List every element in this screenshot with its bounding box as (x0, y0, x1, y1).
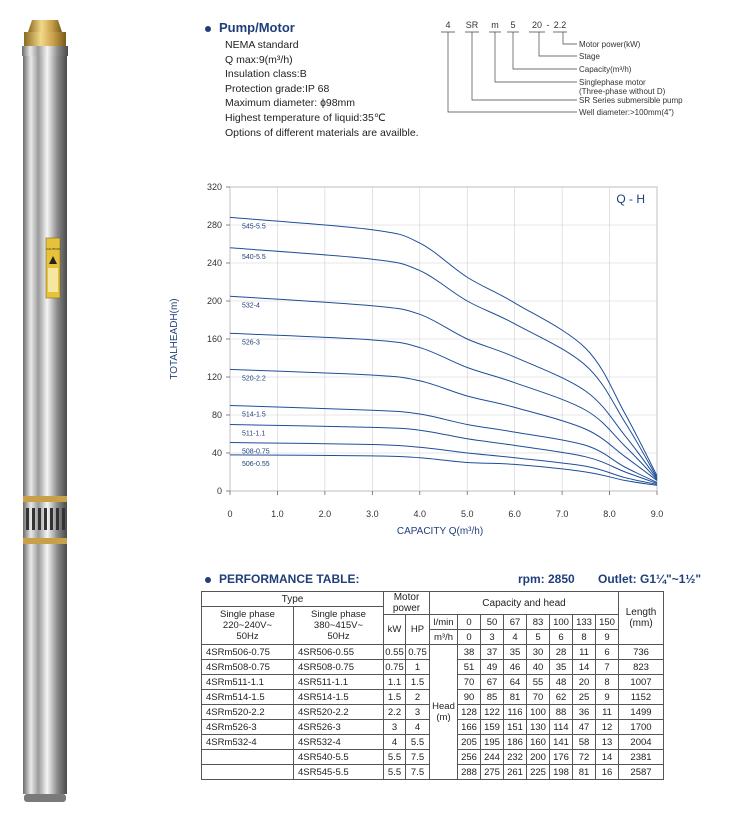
length-value: 736 (619, 645, 664, 660)
model-code-diagram (435, 14, 730, 124)
hp-value: 3 (406, 705, 430, 720)
head-value: 28 (550, 645, 573, 660)
model-single-380: 4SR532-4 (294, 735, 384, 750)
head-value: 36 (573, 705, 596, 720)
head-value: 70 (527, 690, 550, 705)
length-value: 1007 (619, 675, 664, 690)
head-value: 51 (458, 660, 481, 675)
head-value: 6 (596, 645, 619, 660)
model-single-220: 4SRm526-3 (202, 720, 294, 735)
code-desc: (Three-phase without D) (579, 87, 666, 96)
head-value: 128 (458, 705, 481, 720)
hp-value: 7.5 (406, 765, 430, 780)
model-single-220: 4SRm532-4 (202, 735, 294, 750)
m3h-value: 3 (481, 630, 504, 645)
code-part: - (546, 20, 550, 30)
model-single-380: 4SR520-2.2 (294, 705, 384, 720)
x-tick-label: 2.0 (318, 509, 332, 519)
head-value: 275 (481, 765, 504, 780)
head-value: 67 (481, 675, 504, 690)
curve-label: 506-0.55 (242, 460, 270, 468)
head-value: 90 (458, 690, 481, 705)
head-value: 130 (527, 720, 550, 735)
head-value: 81 (573, 765, 596, 780)
head-value: 55 (527, 675, 550, 690)
head-value: 25 (573, 690, 596, 705)
length-value: 823 (619, 660, 664, 675)
lmin-value: 100 (550, 615, 573, 630)
x-tick-label: 9.0 (650, 509, 664, 519)
y-tick-label: 240 (206, 258, 222, 268)
spec-line: Q max:9(m³/h) (225, 53, 293, 66)
model-single-380: 4SR540-5.5 (294, 750, 384, 765)
x-tick-label: 4.0 (413, 509, 427, 519)
head-value: 160 (527, 735, 550, 750)
head-value: 14 (573, 660, 596, 675)
curve-label: 520-2.2 (242, 375, 266, 383)
spec-line: NEMA standard (225, 39, 299, 51)
kw-value: 4 (384, 735, 406, 750)
code-part: SR (465, 20, 479, 30)
head-value: 225 (527, 765, 550, 780)
kw-value: 2.2 (384, 705, 406, 720)
head-value: 116 (504, 705, 527, 720)
head-value: 7 (596, 660, 619, 675)
y-axis-label: TOTALHEADH(m) (169, 298, 180, 380)
code-desc: Motor power(kW) (579, 40, 641, 49)
y-tick-label: 0 (216, 486, 222, 496)
head-value: 81 (504, 690, 527, 705)
outlet-text: Outlet: G1¼"~1½" (598, 572, 702, 586)
head-value: 186 (504, 735, 527, 750)
curve-label: 545-5.5 (242, 223, 266, 231)
table-row (202, 645, 664, 660)
hp-value: 1 (406, 660, 430, 675)
kw-header: kW (384, 615, 406, 645)
hp-value: 1.5 (406, 675, 430, 690)
performance-table (201, 591, 664, 780)
qh-chart (160, 170, 680, 555)
code-part: 4 (445, 20, 451, 30)
code-part: 2.2 (553, 20, 567, 30)
m3h-value: 6 (550, 630, 573, 645)
lmin-value: 83 (527, 615, 550, 630)
length-value: 2004 (619, 735, 664, 750)
m3h-value: 8 (573, 630, 596, 645)
head-value: 176 (550, 750, 573, 765)
length-value: 2587 (619, 765, 664, 780)
head-value: 37 (481, 645, 504, 660)
caution-label (46, 238, 60, 298)
kw-value: 0.75 (385, 661, 404, 673)
model-single-220 (202, 765, 294, 780)
code-desc: Well diameter:>100mm(4") (579, 108, 674, 117)
x-tick-label: 3.0 (366, 509, 379, 519)
chart-title: Q - H (616, 192, 645, 206)
head-value: 49 (481, 660, 504, 675)
y-tick-label: 120 (206, 372, 222, 382)
hp-value: 4 (406, 720, 430, 735)
code-desc: SR Series submersible pump (579, 96, 683, 105)
code-part: m (491, 20, 499, 30)
length-value: 2381 (619, 750, 664, 765)
curve-label: 526-3 (242, 339, 260, 347)
length-value: 1700 (619, 720, 664, 735)
kw-value: 0.55 (385, 646, 404, 658)
performance-title: PERFORMANCE TABLE: (205, 572, 359, 586)
head-value: 166 (458, 720, 481, 735)
hp-value: 0.75 (406, 645, 430, 660)
spec-list (225, 38, 419, 140)
spec-line: Highest temperature of liquid:35℃ (225, 111, 386, 124)
m3h-value: 0 (458, 630, 481, 645)
head-value: 232 (504, 750, 527, 765)
length-value: 1152 (619, 690, 664, 705)
kw-value: 5.5 (384, 765, 406, 780)
lmin-value: 67 (504, 615, 527, 630)
head-value: 47 (573, 720, 596, 735)
svg-text:CAUTION: CAUTION (46, 247, 60, 251)
x-axis (227, 491, 663, 519)
model-single-220 (202, 750, 294, 765)
model-single-380: 4SR526-3 (294, 720, 384, 735)
kw-value: 5.5 (384, 750, 406, 765)
curve-label: 511-1.1 (242, 430, 266, 438)
head-value: 46 (504, 660, 527, 675)
kw-value: 3 (384, 720, 406, 735)
head-value: 58 (573, 735, 596, 750)
head-value: 11 (596, 705, 619, 720)
head-value: 159 (481, 720, 504, 735)
x-tick-label: 5.0 (460, 509, 474, 519)
x-tick-label: 6.0 (508, 509, 521, 519)
head-value: 122 (481, 705, 504, 720)
x-tick-label: 8.0 (603, 509, 616, 519)
type-header: Type (202, 592, 384, 607)
head-value: 288 (458, 765, 481, 780)
length-value: 1499 (619, 705, 664, 720)
x-tick-label: 0 (227, 509, 233, 519)
head-value: 14 (596, 750, 619, 765)
lmin-value: 50 (481, 615, 504, 630)
head-value: 35 (504, 645, 527, 660)
spec-line: Maximum diameter: ɸ98mm (225, 97, 356, 110)
m3h-header: m³/h (430, 630, 458, 645)
model-single-220: 4SRm514-1.5 (202, 690, 294, 705)
head-value: 141 (550, 735, 573, 750)
motor-power-header: Motor power (384, 592, 430, 615)
model-single-380: 4SR506-0.55 (294, 645, 384, 660)
head-value: 151 (504, 720, 527, 735)
lmin-value: 133 (573, 615, 596, 630)
head-value: 35 (550, 660, 573, 675)
header-row (202, 592, 664, 607)
head-value: 70 (458, 675, 481, 690)
head-value: 200 (527, 750, 550, 765)
spec-line: Insulation class:B (225, 68, 307, 81)
hp-value: 7.5 (406, 750, 430, 765)
curve-label: 540-5.5 (242, 253, 266, 261)
hp-value: 5.5 (406, 735, 430, 750)
y-tick-label: 320 (206, 182, 222, 192)
model-single-380: 4SR508-0.75 (294, 660, 384, 675)
kw-value: 1.1 (384, 675, 406, 690)
head-value: 64 (504, 675, 527, 690)
model-single-220: 4SRm506-0.75 (202, 645, 294, 660)
y-tick-label: 200 (206, 296, 222, 306)
hp-value: 2 (406, 690, 430, 705)
lmin-value: 0 (458, 615, 481, 630)
head-value: 198 (550, 765, 573, 780)
head-value: 20 (573, 675, 596, 690)
head-value: 16 (596, 765, 619, 780)
spec-line: Protection grade:IP 68 (225, 82, 330, 95)
y-tick-label: 40 (211, 448, 222, 458)
head-value: 12 (596, 720, 619, 735)
head-value: 38 (458, 645, 481, 660)
y-axis (207, 182, 230, 496)
head-value: 13 (596, 735, 619, 750)
model-single-380: 4SR545-5.5 (294, 765, 384, 780)
head-value: 85 (481, 690, 504, 705)
head-value: 244 (481, 750, 504, 765)
lmin-header: l/min (430, 615, 458, 630)
m3h-value: 4 (504, 630, 527, 645)
spec-title: Pump/Motor (205, 20, 295, 35)
hp-header: HP (406, 615, 430, 645)
code-desc: Stage (579, 52, 600, 61)
head-value: 48 (550, 675, 573, 690)
y-tick-label: 280 (206, 220, 222, 230)
model-single-220: 4SRm508-0.75 (202, 660, 294, 675)
m3h-value: 9 (596, 630, 619, 645)
head-value: 11 (573, 645, 596, 660)
head-value: 114 (550, 720, 573, 735)
head-value: 256 (458, 750, 481, 765)
head-value: 261 (504, 765, 527, 780)
head-value: 62 (550, 690, 573, 705)
model-single-220: 4SRm520-2.2 (202, 705, 294, 720)
lmin-value: 150 (596, 615, 619, 630)
y-tick-label: 80 (211, 410, 222, 420)
single-phase-220-header: Single phase 220~240V~ 50Hz (202, 607, 294, 645)
length-header: Length (mm) (619, 592, 664, 645)
head-value: 88 (550, 705, 573, 720)
model-single-380: 4SR511-1.1 (294, 675, 384, 690)
spec-line: Options of different materials are availble. (225, 126, 419, 139)
bullet-icon (205, 26, 211, 32)
y-tick-label: 160 (206, 334, 222, 344)
curve-label: 532-4 (242, 302, 260, 310)
bullet-icon (205, 577, 211, 583)
m3h-value: 5 (527, 630, 550, 645)
head-value: 195 (481, 735, 504, 750)
x-tick-label: 1.0 (271, 509, 284, 519)
head-value: 8 (596, 675, 619, 690)
curve-label: 508-0.75 (242, 448, 270, 456)
head-value: 205 (458, 735, 481, 750)
head-value: 100 (527, 705, 550, 720)
code-desc: Singlephase motor (579, 78, 646, 87)
head-label: Head (m) (430, 645, 458, 780)
x-tick-label: 7.0 (555, 509, 569, 519)
head-value: 9 (596, 690, 619, 705)
kw-value: 1.5 (384, 690, 406, 705)
code-desc: Capacity(m³/h) (579, 65, 632, 74)
head-value: 40 (527, 660, 550, 675)
model-single-220: 4SRm511-1.1 (202, 675, 294, 690)
head-value: 30 (527, 645, 550, 660)
head-value: 72 (573, 750, 596, 765)
model-single-380: 4SR514-1.5 (294, 690, 384, 705)
code-part: 5 (510, 20, 516, 30)
x-axis-label: CAPACITY Q(m³/h) (396, 526, 484, 537)
single-phase-380-header: Single phase 380~415V~ 50Hz (294, 607, 384, 645)
curve-label: 514-1.5 (242, 411, 266, 419)
capacity-head-header: Capacity and head (430, 592, 619, 615)
rpm-text: rpm: 2850 (518, 572, 575, 586)
code-part: 20 (531, 20, 543, 30)
pump-image (10, 10, 80, 810)
